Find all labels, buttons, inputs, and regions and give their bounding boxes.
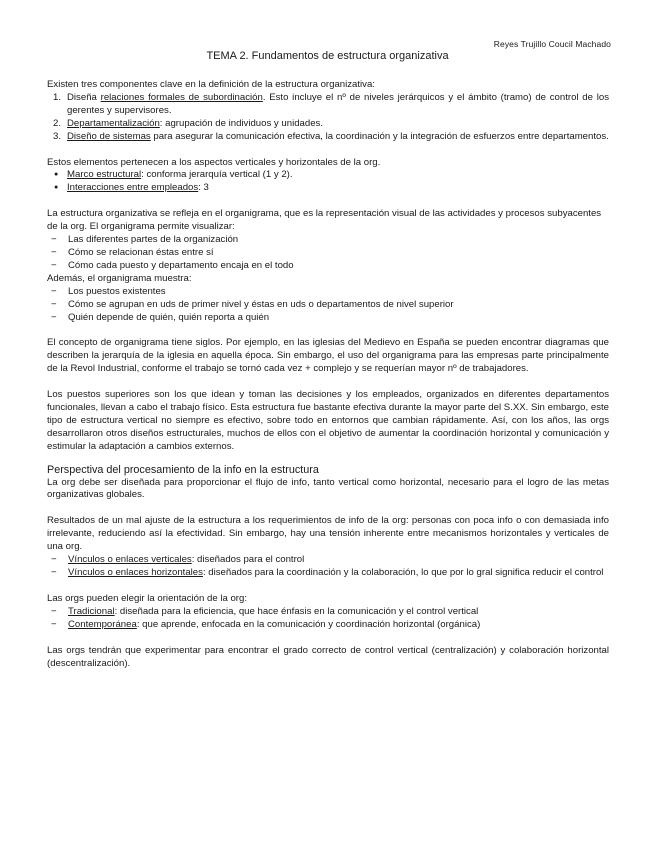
underlined-term: Vínculos o enlaces verticales xyxy=(68,554,192,566)
list-item: − Los puestos existentes xyxy=(51,285,166,297)
dash-icon: − xyxy=(51,285,57,297)
info-flow-paragraph: La org debe ser diseñada para proporcionar el flujo de info, tanto vertical como horizontal, necesario para el logro de las metas organizativas globales. xyxy=(47,476,609,501)
underlined-term: Marco estructural xyxy=(67,169,142,181)
list-item: ● Marco estructural: conforma jerarquía vertical (1 y 2). xyxy=(54,169,293,181)
underlined-term: Diseño de sistemas xyxy=(67,130,151,142)
dash-icon: − xyxy=(51,246,57,258)
list-item: − Quién depende de quién, quién reporta a quién xyxy=(51,311,270,323)
document-title: TEMA 2. Fundamentos de estructura organizativa xyxy=(206,50,449,62)
spacer xyxy=(47,144,609,157)
list-item: ● Interacciones entre empleados: 3 xyxy=(54,182,209,194)
list-item: − Vínculos o enlaces horizontales: diseñados para la coordinación y la colaboración, lo que por lo gral significa reducir el control xyxy=(51,567,604,578)
underlined-term: Interacciones entre empleados xyxy=(67,182,199,194)
mismatch-paragraph: Resultados de un mal ajuste de la estructura a los requerimientos de info de la org: personas con poca info o con demasiada info irrelevante, reduciendo así la efectividad. Sin embargo, hay una tensión inherente entre mecanismos horizontales y verticales de una org. xyxy=(47,515,609,553)
item-number: 2. xyxy=(53,117,62,129)
organigram-intro: La estructura organizativa se refleja en el organigrama, que es la representación visual de las actividades y procesos subyacentes de la org. El organigrama permite visualizar: xyxy=(47,208,602,233)
dash-icon: − xyxy=(51,605,57,617)
dash-icon: − xyxy=(51,259,57,271)
document-body xyxy=(47,79,609,670)
orientation-list xyxy=(47,606,609,632)
section-heading: Perspectiva del procesamiento de la info en la estructura xyxy=(47,463,319,476)
list-item: − Las diferentes partes de la organización xyxy=(51,234,239,246)
vertical-structure-paragraph: Los puestos superiores son los que idean y toman las decisiones y los empleados, organizados en diferentes departamentos funcionales, llevan a cabo el trabajo físico. Esta estructura fue bastante efectiva durante la mayor parte del S.XX. Sin embargo, este tipo de estructura vertical no siempre es efectivo, sobre todo en entornos que cambian rápidamente. Así, con los años, las orgs desarrollaron otros diseños estructurales, muchos de ellos con el objetivo de aumentar la coordinación horizontal y comunicación y estimular la adaptación a cambios externos. xyxy=(47,389,609,452)
list-item: − Cómo cada puesto y departamento encaja en el todo xyxy=(51,259,294,271)
bullet-icon: ● xyxy=(54,171,59,179)
underlined-term: Contemporánea xyxy=(68,618,137,630)
underlined-term: Vínculos o enlaces horizontales xyxy=(68,567,203,578)
spacer xyxy=(47,376,609,389)
item-number: 3. xyxy=(53,130,62,142)
bullet-icon: ● xyxy=(54,184,59,192)
dash-icon: − xyxy=(51,618,57,630)
spacer xyxy=(47,580,609,593)
orientation-intro: Las orgs pueden elegir la orientación de la org: xyxy=(47,592,248,604)
list-item: − Tradicional: diseñada para la eficiencia, que hace énfasis en la comunicación y el control vertical xyxy=(51,605,479,617)
organigram-shows-list xyxy=(47,286,609,325)
list-item: − Contemporánea: que aprende, enfocada en la comunicación y coordinación horizontal (orgánica) xyxy=(51,618,481,630)
list-item: − Cómo se relacionan éstas entre sí xyxy=(51,246,214,258)
spacer xyxy=(47,324,609,337)
links-list xyxy=(47,554,609,580)
item-number: 1. xyxy=(53,91,62,103)
history-paragraph: El concepto de organigrama tiene siglos. Por ejemplo, en las iglesias del Medievo en España se pueden encontrar diagramas que describen la jerarquía de la iglesia en aquella época. Sin embargo, el uso del organigrama para las empresas parte principalmente de la Revol Industrial, conforme el trabajo se tornó cada vez + complejo y se requerían mayor nº de trabajadores. xyxy=(47,337,609,375)
spacer xyxy=(47,195,609,208)
conclusion-paragraph: Las orgs tendrán que experimentar para encontrar el grado correcto de control vertical (centralización) y colaboración horizontal (descentralización). xyxy=(47,644,609,669)
list-item: 3. Diseño de sistemas para asegurar la comunicación efectiva, la coordinación y la integración de esfuerzos entre departamentos. xyxy=(53,130,609,142)
spacer xyxy=(47,454,609,464)
elements-intro: Estos elementos pertenecen a los aspectos verticales y horizontales de la org. xyxy=(47,156,381,168)
spacer xyxy=(47,502,609,515)
spacer xyxy=(47,632,609,645)
list-item: 1. Diseña relaciones formales de subordinación. Esto incluye el nº de niveles jerárquicos y el ámbito (tramo) de control de los gerentes y supervisores. xyxy=(53,91,609,116)
dash-icon: − xyxy=(51,298,57,310)
underlined-term: Tradicional xyxy=(68,605,115,617)
components-list xyxy=(47,92,609,144)
list-item: − Cómo se agrupan en uds de primer nivel y éstas en uds o departamentos de nivel superior xyxy=(51,298,454,310)
dash-icon: − xyxy=(51,567,57,578)
organigram-shows-intro: Además, el organigrama muestra: xyxy=(47,272,192,284)
underlined-term: Departamentalización xyxy=(67,117,160,129)
underlined-term: relaciones formales de subordinación xyxy=(100,91,263,103)
dash-icon: − xyxy=(51,554,57,566)
components-intro: Existen tres componentes clave en la definición de la estructura organizativa: xyxy=(47,79,375,90)
dash-icon: − xyxy=(51,234,57,246)
list-item: 2. Departamentalización: agrupación de individuos y unidades. xyxy=(53,117,324,129)
dash-icon: − xyxy=(51,311,57,323)
organigram-visualize-list xyxy=(47,234,609,273)
author-name: Reyes Trujillo Coucil Machado xyxy=(493,39,611,49)
list-item: − Vínculos o enlaces verticales: diseñados para el control xyxy=(51,554,305,566)
elements-list xyxy=(47,169,609,195)
